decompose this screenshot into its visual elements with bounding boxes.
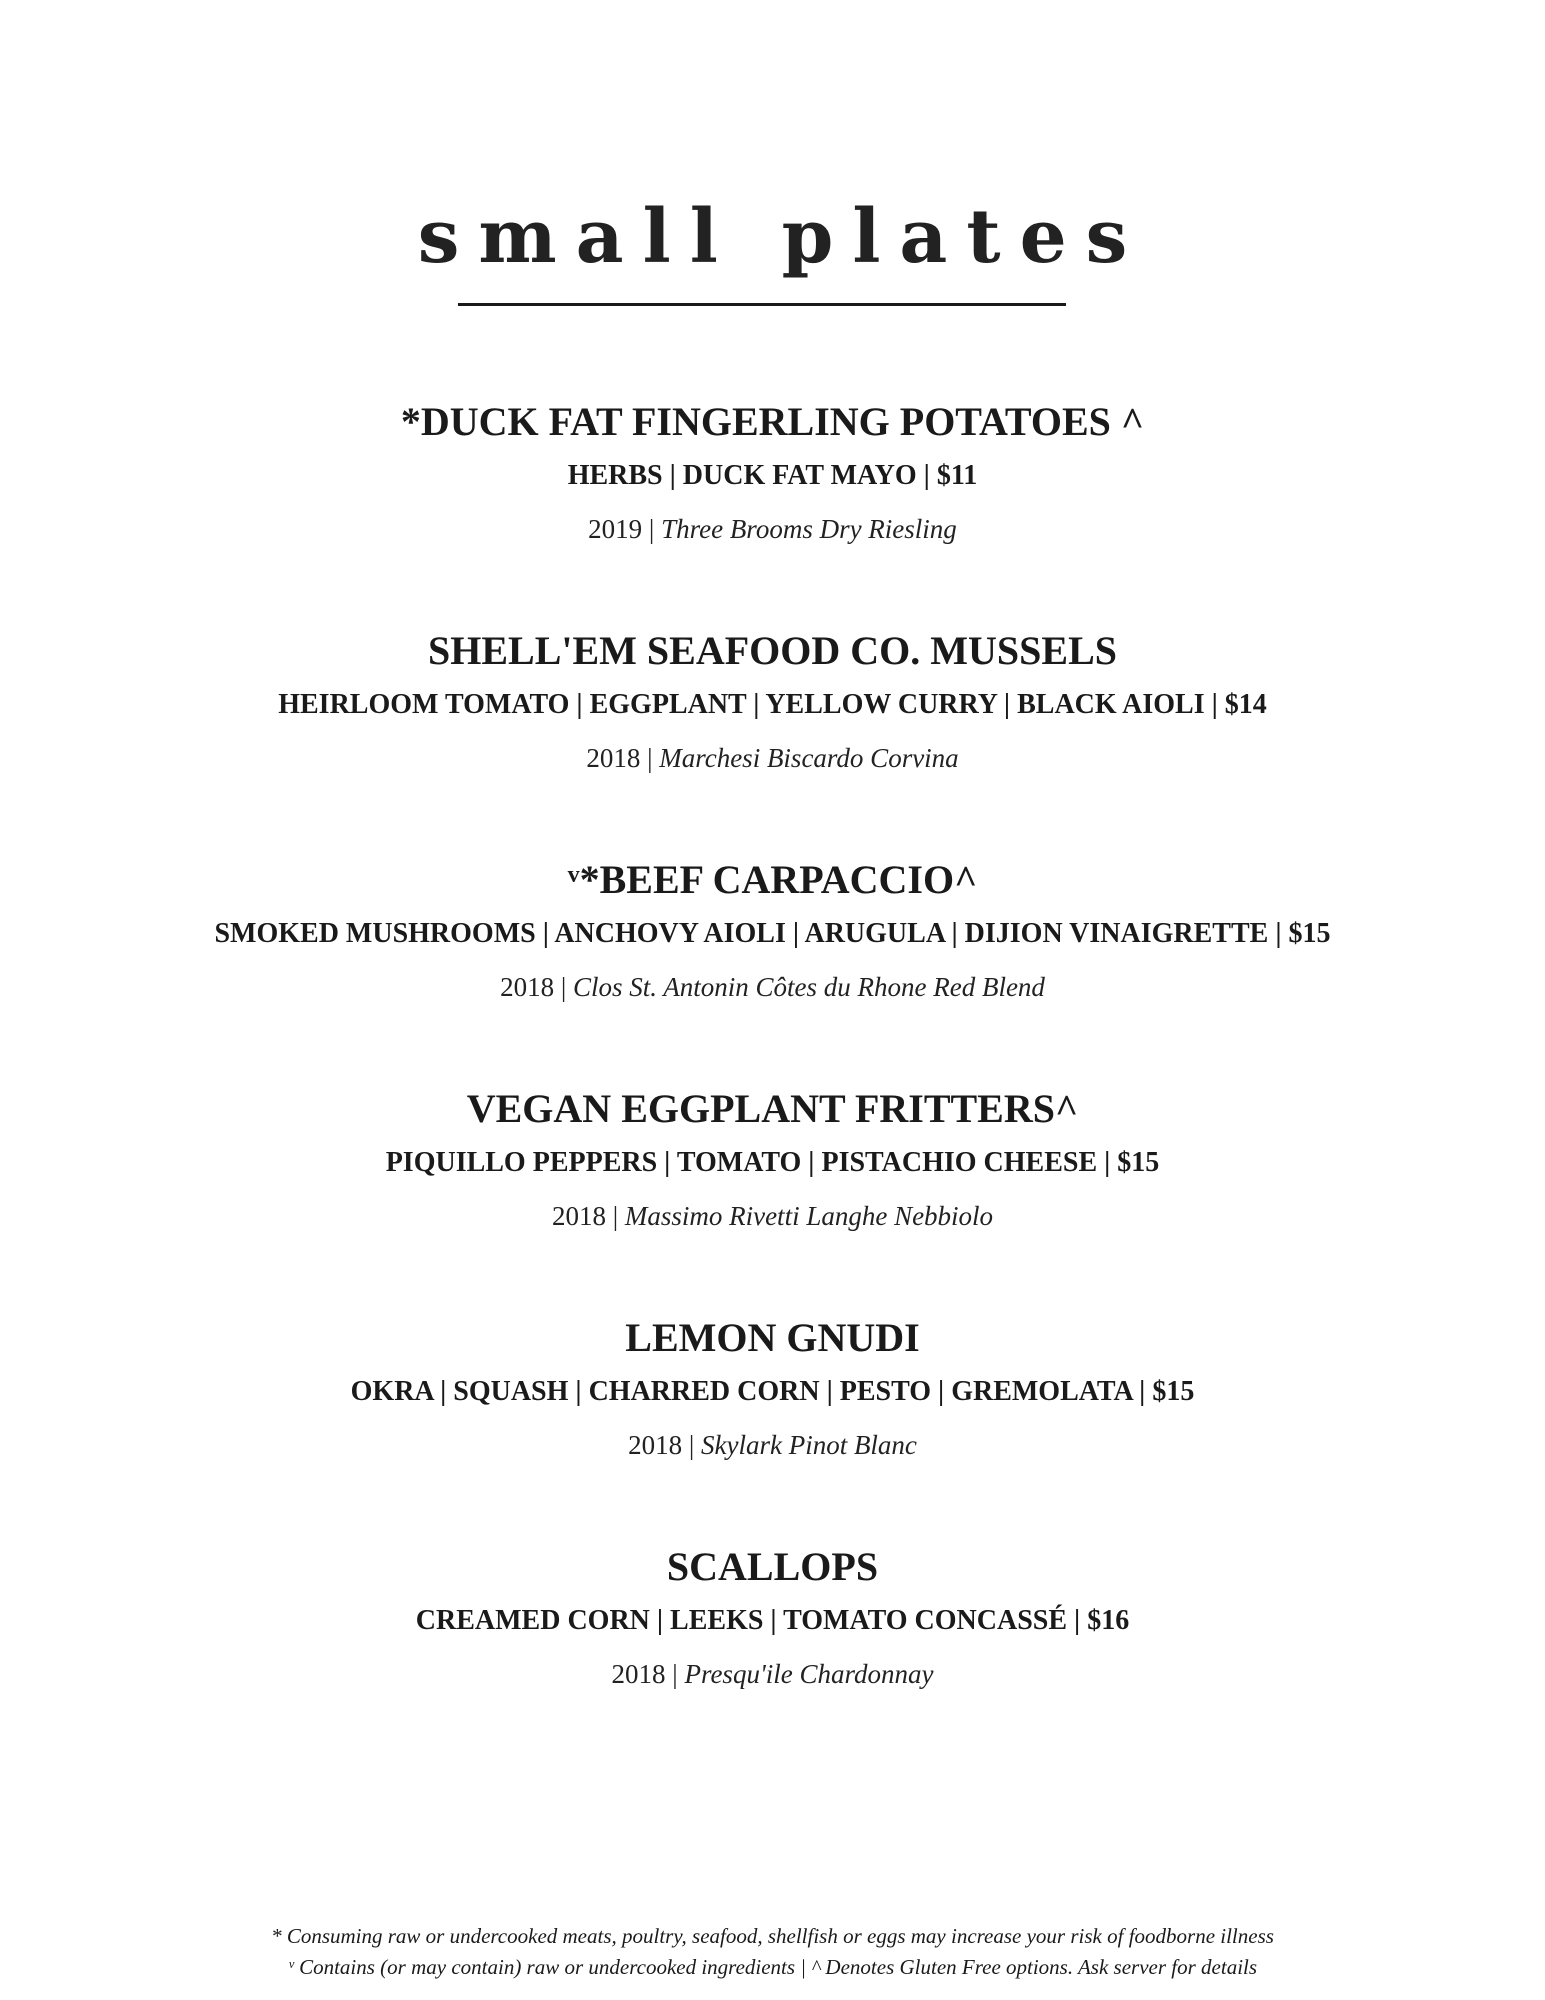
item-name: LEMON GNUDI (625, 1315, 920, 1360)
item-description: HERBS | DUCK FAT MAYO | $11 (567, 460, 978, 491)
menu-list (0, 399, 1545, 1776)
menu-item (0, 1315, 1545, 1547)
item-name: *DUCK FAT FINGERLING POTATOES ^ (400, 399, 1145, 444)
menu-item (0, 628, 1545, 860)
item-description: HEIRLOOM TOMATO | EGGPLANT | YELLOW CURRY | BLACK AIOLI | $14 (278, 689, 1267, 720)
menu-item (0, 1086, 1545, 1318)
wine-vintage: 2018 (586, 743, 641, 773)
wine-name: Presqu'ile Chardonnay (684, 1659, 934, 1689)
footer-raw-food-warning: * Consuming raw or undercooked meats, poultry, seafood, shellfish or eggs may increase your risk of foodborne illness (271, 1924, 1274, 1948)
title-underline (458, 303, 1066, 306)
menu-item (0, 1544, 1545, 1776)
wine-separator: | (554, 972, 573, 1002)
footer-disclaimer (0, 1921, 1545, 1983)
item-description: CREAMED CORN | LEEKS | TOMATO CONCASSÉ | $16 (415, 1605, 1130, 1636)
wine-pairing (0, 1661, 1545, 1688)
wine-pairing (0, 745, 1545, 772)
item-description: PIQUILLO PEPPERS | TOMATO | PISTACHIO CHEESE | $15 (385, 1147, 1160, 1178)
item-description: SMOKED MUSHROOMS | ANCHOVY AIOLI | ARUGULA | DIJION VINAIGRETTE | $15 (214, 918, 1331, 949)
wine-vintage: 2018 (628, 1430, 683, 1460)
menu-item (0, 399, 1545, 631)
item-name: SHELL'EM SEAFOOD CO. MUSSELS (427, 628, 1118, 673)
wine-vintage: 2019 (588, 514, 643, 544)
wine-vintage: 2018 (611, 1659, 666, 1689)
wine-name: Marchesi Biscardo Corvina (659, 743, 959, 773)
wine-separator: | (682, 1430, 701, 1460)
item-description: OKRA | SQUASH | CHARRED CORN | PESTO | GREMOLATA | $15 (350, 1376, 1195, 1407)
wine-pairing (0, 516, 1545, 543)
wine-name: Skylark Pinot Blanc (700, 1430, 917, 1460)
wine-separator: | (605, 1201, 625, 1231)
wine-name: Massimo Rivetti Langhe Nebbiolo (624, 1201, 994, 1231)
wine-vintage: 2018 (551, 1201, 606, 1231)
item-name: ᵛ*BEEF CARPACCIO^ (567, 857, 978, 902)
wine-pairing (0, 974, 1545, 1001)
menu-item (0, 857, 1545, 1089)
wine-vintage: 2018 (500, 972, 555, 1002)
wine-separator: | (642, 514, 662, 544)
wine-separator: | (640, 743, 660, 773)
wine-pairing (0, 1432, 1545, 1459)
wine-separator: | (665, 1659, 685, 1689)
page-title: small plates (417, 194, 1147, 280)
footer-symbol-legend: ᵛ Contains (or may contain) raw or undercooked ingredients | ^ Denotes Gluten Free options. Ask server for details (287, 1955, 1258, 1979)
wine-name: Three Brooms Dry Riesling (661, 514, 957, 544)
item-name: VEGAN EGGPLANT FRITTERS^ (466, 1086, 1079, 1131)
wine-pairing (0, 1203, 1545, 1230)
item-name: SCALLOPS (666, 1544, 879, 1589)
wine-name: Clos St. Antonin Côtes du Rhone Red Blend (572, 972, 1045, 1002)
